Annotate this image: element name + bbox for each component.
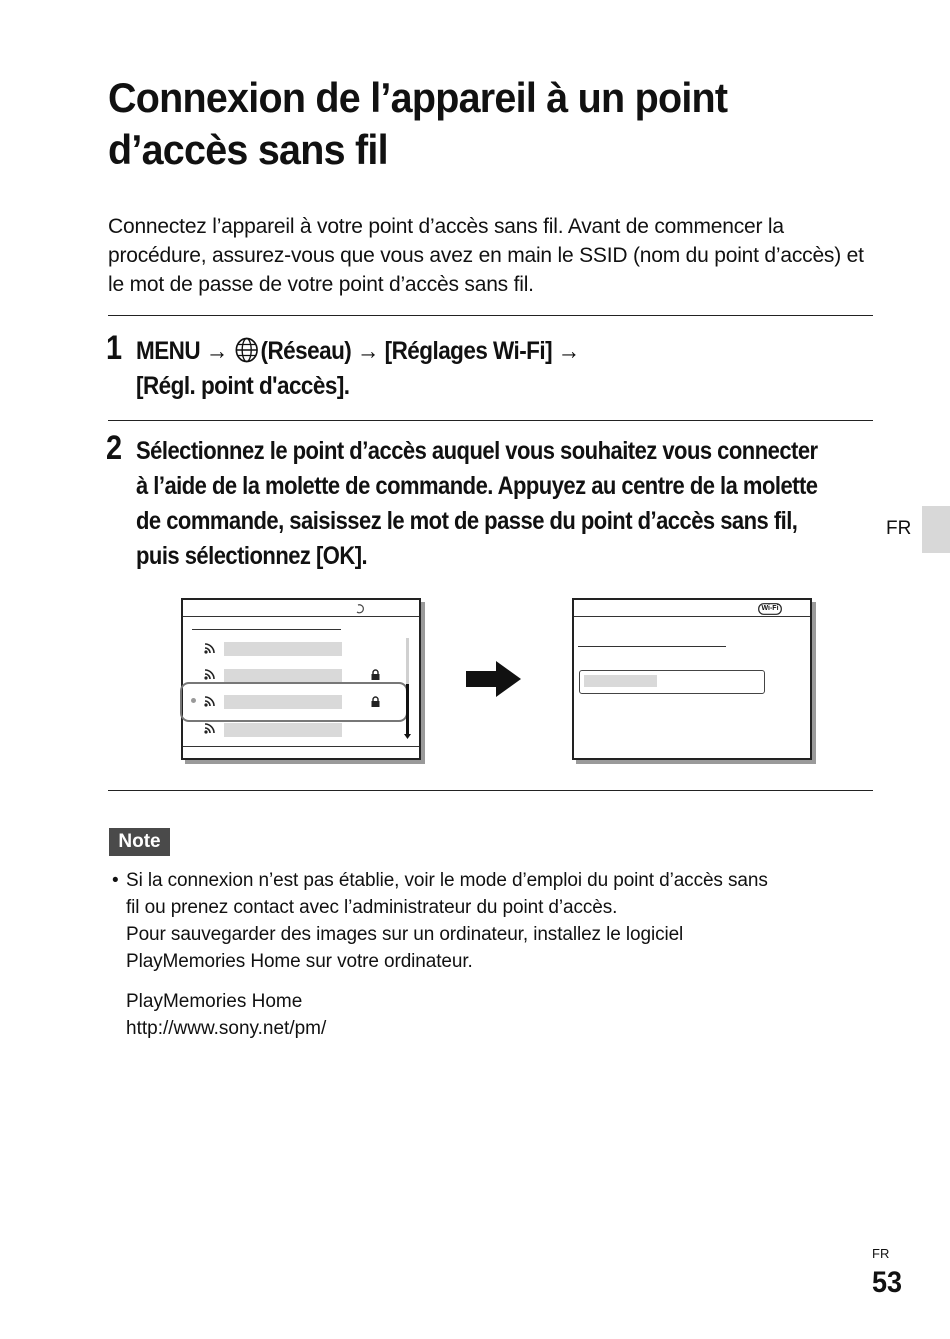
- lock-icon: [371, 669, 380, 680]
- divider: [183, 616, 419, 617]
- globe-icon: [235, 337, 258, 363]
- wifi-settings-label: [Réglages Wi-Fi]: [384, 337, 553, 365]
- divider: [183, 746, 419, 747]
- note-line: Si la connexion n’est pas établie, voir le mode d’emploi du point d’accès sans: [126, 870, 768, 891]
- note-item: [112, 867, 882, 975]
- bullet: •: [112, 870, 119, 891]
- wifi-signal-icon: [203, 722, 217, 734]
- lock-icon: [371, 696, 380, 707]
- note-line: PlayMemories Home sur votre ordinateur.: [126, 951, 473, 972]
- ssid-placeholder: [224, 669, 342, 683]
- scroll-down-icon: [404, 734, 411, 739]
- camera-screen-ap-list: [181, 598, 421, 760]
- password-placeholder: [584, 675, 657, 687]
- software-url-link[interactable]: http://www.sony.net/pm/: [126, 1018, 327, 1039]
- arrow-right-icon: →: [557, 337, 580, 365]
- ssid-placeholder: [224, 695, 342, 709]
- arrow-right-icon: →: [356, 337, 379, 365]
- language-tab: [922, 506, 950, 553]
- wifi-badge-label: Wi-Fi: [761, 605, 779, 612]
- note-line: fil ou prenez contact avec l’administrateur du point d’accès.: [126, 897, 618, 918]
- arrow-right-icon: →: [205, 337, 228, 365]
- divider: [108, 420, 873, 421]
- footer-language: FR: [872, 1246, 890, 1261]
- step-2-text: Sélectionnez le point d’accès auquel vous souhaitez vous connecter à l’aide de la molette de commande. Appuyez au centre de la molette de commande, saisissez le mot de passe du point d’accès sans fil, puis sélectionnez [OK].: [136, 437, 818, 570]
- network-label: (Réseau): [260, 337, 352, 365]
- step-1-text: [136, 334, 712, 404]
- page-number: 53: [872, 1266, 903, 1299]
- arrow-right-icon: [466, 661, 521, 697]
- step-2-number: 2: [106, 429, 123, 467]
- step-1-number: 1: [106, 329, 123, 367]
- divider: [108, 315, 873, 316]
- wifi-signal-icon: [203, 642, 217, 654]
- note-list: [112, 867, 882, 975]
- intro-paragraph: Connectez l’appareil à votre point d’accès sans fil. Avant de commencer la procédure, assurez-vous que vous avez en main le SSID (nom du point d’accès) et le mot de passe de votre point d’accès sans fil.: [108, 215, 864, 296]
- wifi-signal-icon: [203, 695, 217, 707]
- access-point-settings-label: [Régl. point d'accès].: [136, 372, 350, 400]
- divider: [574, 616, 810, 617]
- note-label: Note: [109, 828, 170, 856]
- divider: [108, 790, 873, 791]
- language-label: FR: [886, 518, 912, 539]
- menu-label: MENU: [136, 337, 201, 365]
- software-name: PlayMemories Home: [126, 991, 303, 1012]
- page-title: Connexion de l’appareil à un point d’accès sans fil: [108, 74, 728, 173]
- scrollbar-thumb: [406, 684, 409, 734]
- note-line: Pour sauvegarder des images sur un ordinateur, installez le logiciel: [126, 924, 684, 945]
- selection-dot: [191, 698, 196, 703]
- ssid-placeholder: [224, 723, 342, 737]
- camera-screen-password: [572, 598, 812, 760]
- header-underline: [578, 646, 726, 647]
- scan-icon: [355, 603, 365, 615]
- header-underline: [192, 629, 341, 630]
- software-info: [126, 988, 326, 1042]
- wifi-signal-icon: [203, 668, 217, 680]
- ssid-placeholder: [224, 642, 342, 656]
